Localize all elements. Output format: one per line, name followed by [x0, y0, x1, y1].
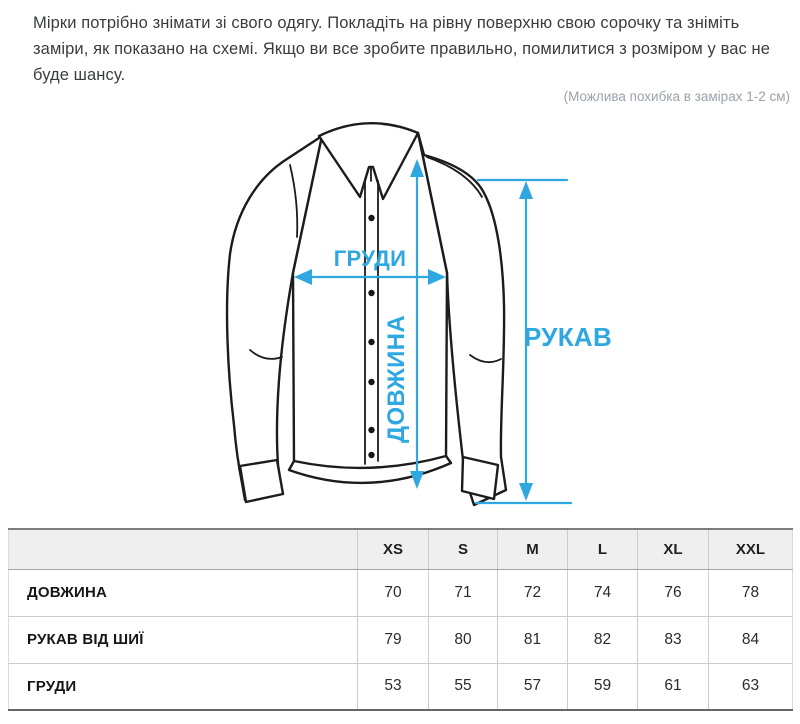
- cell-value: 61: [638, 663, 709, 710]
- corner-cell: [9, 529, 358, 569]
- chest-label: ГРУДИ: [333, 246, 407, 271]
- cell-value: 78: [709, 569, 793, 616]
- length-label: ДОВЖИНА: [383, 315, 410, 443]
- intro-text: Мірки потрібно знімати зі свого одягу. Покладіть на рівну поверхню свою сорочку та зніміть заміри, як показано на схемі. Якщо ви все зробите правильно, помилитися з розміром у вас не буде шансу.: [33, 14, 771, 84]
- cell-value: 59: [568, 663, 638, 710]
- column-header-m: M: [498, 529, 568, 569]
- cell-value: 72: [498, 569, 568, 616]
- cell-value: 79: [358, 616, 429, 663]
- left-cuff: [240, 460, 283, 502]
- cell-value: 55: [429, 663, 498, 710]
- size-table-header-row: [9, 529, 793, 569]
- shirt-body: [293, 124, 447, 470]
- accuracy-note: (Можлива похибка в замірах 1-2 см): [563, 89, 790, 104]
- cell-value: 82: [568, 616, 638, 663]
- column-header-xxl: XXL: [709, 529, 793, 569]
- cell-value: 53: [358, 663, 429, 710]
- size-table: [8, 528, 793, 711]
- cell-value: 57: [498, 663, 568, 710]
- row-label: ГРУДИ: [9, 663, 358, 710]
- table-row-length: [9, 569, 793, 616]
- column-header-xs: XS: [358, 529, 429, 569]
- shirt-measurement-diagram: [170, 105, 630, 525]
- cell-value: 83: [638, 616, 709, 663]
- shirt-outline: [227, 123, 506, 505]
- cell-value: 81: [498, 616, 568, 663]
- row-label: ДОВЖИНА: [9, 569, 358, 616]
- cell-value: 74: [568, 569, 638, 616]
- column-header-l: L: [568, 529, 638, 569]
- sleeve-label: РУКАВ: [523, 322, 613, 352]
- column-header-xl: XL: [638, 529, 709, 569]
- cell-value: 80: [429, 616, 498, 663]
- cell-value: 70: [358, 569, 429, 616]
- row-label: РУКАВ ВІД ШИЇ: [9, 616, 358, 663]
- cell-value: 71: [429, 569, 498, 616]
- column-header-s: S: [429, 529, 498, 569]
- cell-value: 84: [709, 616, 793, 663]
- table-row-sleeve-from-neck: [9, 616, 793, 663]
- cell-value: 63: [709, 663, 793, 710]
- table-row-chest: [9, 663, 793, 710]
- right-cuff: [462, 457, 498, 499]
- shirt-diagram-svg: [170, 105, 630, 525]
- cell-value: 76: [638, 569, 709, 616]
